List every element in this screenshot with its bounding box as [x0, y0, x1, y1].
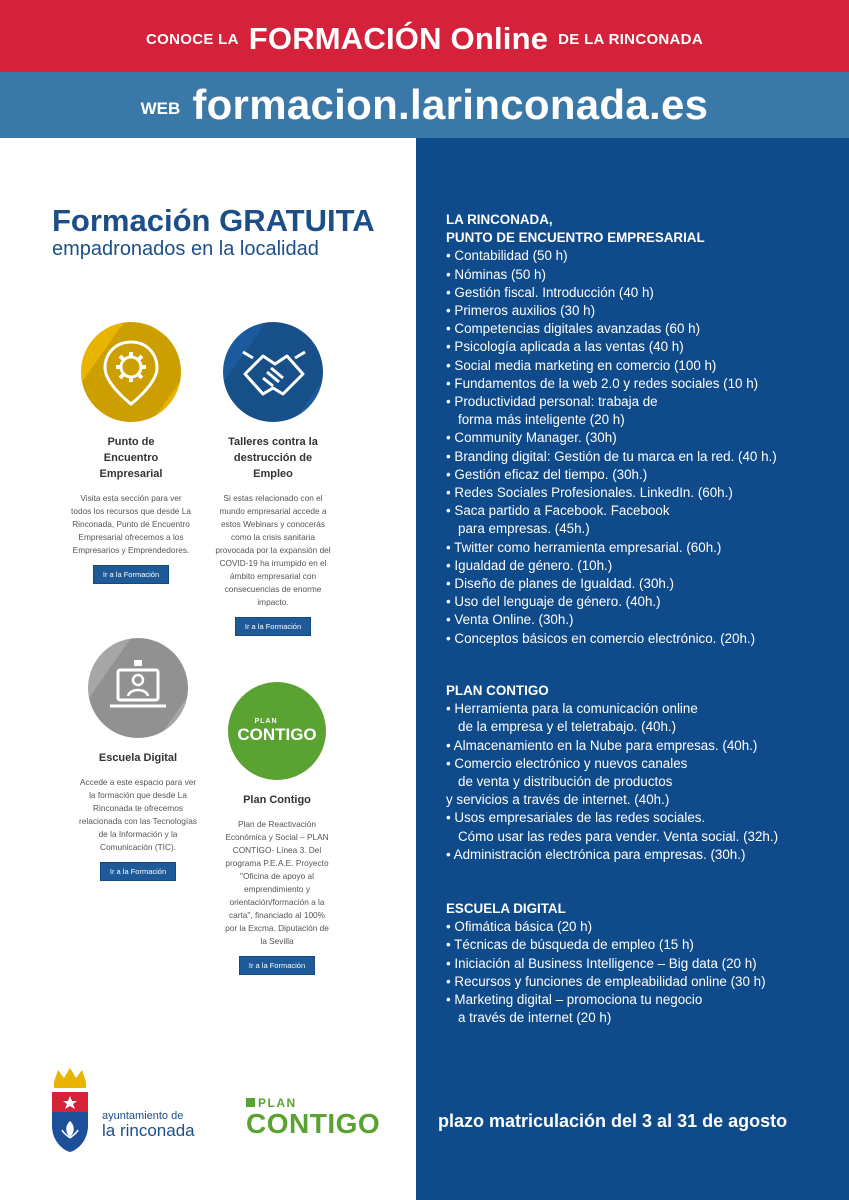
card-escuela-digital — [63, 638, 213, 881]
course-item: de la empresa y el teletrabajo. (40h.) — [458, 719, 677, 735]
course-item: • Usos empresariales de las redes sociales. — [446, 810, 706, 826]
section-plan-contigo — [446, 682, 778, 864]
course-item: • Venta Online. (30h.) — [446, 612, 574, 628]
course-item: • Uso del lenguaje de género. (40h.) — [446, 594, 661, 610]
ayto-line1: ayuntamiento de — [102, 1110, 184, 1122]
course-item: • Gestión fiscal. Introducción (40 h) — [446, 284, 654, 300]
ayto-line2: la rinconada — [102, 1121, 195, 1140]
footer-plan: PLAN — [246, 1096, 380, 1110]
section-escuela-digital — [446, 900, 766, 1027]
right-column — [416, 138, 849, 1200]
course-item: • Primeros auxilios (30 h) — [446, 303, 596, 319]
course-item: • Diseño de planes de Igualdad. (30h.) — [446, 576, 675, 592]
course-item: • Psicología aplicada a las ventas (40 h) — [446, 339, 684, 355]
banner-prefix: CONOCE LA — [146, 30, 239, 48]
section-title: LA RINCONADA, PUNTO DE ENCUENTRO EMPRESARIAL — [446, 212, 705, 246]
headline-subtitle: empadronados en la localidad — [52, 238, 319, 260]
course-item: • Competencias digitales avanzadas (60 h) — [446, 321, 701, 337]
ir-formacion-button[interactable]: Ir a la Formación — [93, 565, 169, 584]
card-title: Escuela Digital — [98, 752, 178, 764]
laptop-user-icon — [88, 638, 188, 738]
card-plan-contigo — [202, 682, 352, 975]
course-item: • Gestión eficaz del tiempo. (30h.) — [446, 466, 648, 482]
course-item: de venta y distribución de productos — [458, 774, 673, 790]
ir-formacion-button[interactable]: Ir a la Formación — [235, 617, 311, 636]
card-description: Si estas relacionado con el mundo empresarial accede a estos Webinars y conocerás como la crisis sanitaria provocada por la expansión del COVID-19 ha irrumpido en el ámbito empresarial con consecuencias de enorme impacto. — [215, 493, 331, 607]
footer-contigo: CONTIGO — [246, 1108, 381, 1139]
handshake-icon — [223, 322, 323, 422]
course-item: • Productividad personal: trabaja de — [446, 394, 658, 410]
contigo-label: CONTIGO — [237, 724, 317, 744]
course-item: para empresas. (45h.) — [458, 521, 590, 537]
course-item: • Social media marketing en comercio (100 h) — [446, 357, 717, 373]
web-url-link[interactable]: formacion.larinconada.es — [192, 81, 709, 128]
course-item: • Almacenamiento en la Nube para empresas. (40h.) — [446, 737, 758, 753]
course-item: Cómo usar las redes para vender. Venta social. (32h.) — [458, 828, 779, 844]
headline-word-1: Formación — [52, 203, 211, 238]
card-description: Plan de Reactivación Económica y Social – PLAN CONTIGO- Línea 3. Del programa P.E.A.E. Proyecto "Oficina de apoyo al emprendimiento y orientación/formación a la carta", financiado al 100% por la Excma. Diputación de la Sevilla — [225, 819, 329, 946]
course-item: • Ofimática básica (20 h) — [446, 919, 593, 935]
headline — [52, 204, 375, 260]
course-item: • Branding digital: Gestión de tu marca en la red. (40 h.) — [446, 448, 777, 464]
card-title: Plan Contigo — [243, 794, 311, 806]
plan-contigo-footer-logo — [246, 1096, 380, 1138]
section-rinconada — [446, 211, 777, 648]
section-title: ESCUELA DIGITAL — [446, 901, 566, 916]
card-title: Talleres contra la destrucción de Empleo — [228, 436, 318, 480]
course-item: • Contabilidad (50 h) — [446, 248, 568, 264]
course-item: • Recursos y funciones de empleabilidad online (30 h) — [446, 973, 766, 989]
plan-label: PLAN — [254, 717, 278, 725]
ir-formacion-button[interactable]: Ir a la Formación — [239, 956, 315, 975]
web-url-bar — [0, 72, 849, 138]
left-column — [0, 138, 416, 1200]
course-item: • Redes Sociales Profesionales. LinkedIn. (60h.) — [446, 485, 733, 501]
banner-highlight: FORMACIÓN Online — [248, 21, 549, 56]
course-item: • Igualdad de género. (10h.) — [446, 557, 613, 573]
ayuntamiento-logo — [48, 1066, 195, 1154]
banner-suffix: DE LA RINCONADA — [558, 30, 703, 48]
course-item: y servicios a través de internet. (40h.) — [446, 792, 670, 808]
course-item: • Saca partido a Facebook. Facebook — [446, 503, 670, 519]
course-item: • Iniciación al Business Intelligence – Big data (20 h) — [446, 955, 757, 971]
course-item: • Community Manager. (30h) — [446, 430, 617, 446]
plan-contigo-logo — [228, 682, 326, 780]
enrollment-deadline: plazo matriculación del 3 al 31 de agosto — [438, 1111, 788, 1131]
ir-formacion-button[interactable]: Ir a la Formación — [100, 862, 176, 881]
section-title: PLAN CONTIGO — [446, 683, 549, 698]
course-item: • Herramienta para la comunicación online — [446, 701, 698, 717]
card-description: Visita esta sección para ver todos los recursos que desde La Rinconada, Punto de Encuentro Empresarial ofrecemos a los Empresarios y Emprendedores. — [71, 493, 191, 555]
web-label: WEB — [140, 99, 181, 118]
course-item: • Técnicas de búsqueda de empleo (15 h) — [446, 937, 694, 953]
course-item: • Nóminas (50 h) — [446, 266, 546, 282]
card-title: Punto de Encuentro Empresarial — [99, 436, 163, 480]
course-item: forma más inteligente (20 h) — [458, 412, 625, 428]
course-item: • Twitter como herramienta empresarial. (60h.) — [446, 539, 722, 555]
course-item: • Fundamentos de la web 2.0 y redes sociales (10 h) — [446, 375, 759, 391]
card-description: Accede a este espacio para ver la formación que desde La Rinconada te ofrecemos relacionada con las Tecnologías de la Información y la Comunicación (TIC). — [79, 777, 197, 852]
card-talleres — [198, 322, 348, 636]
card-punto-encuentro — [56, 322, 206, 584]
course-item: • Marketing digital – promociona tu negocio — [446, 992, 703, 1008]
gear-pin-icon — [81, 322, 181, 422]
course-item: a través de internet (20 h) — [458, 1010, 612, 1026]
headline-word-2: GRATUITA — [219, 203, 375, 238]
course-item: • Administración electrónica para empresas. (30h.) — [446, 846, 746, 862]
course-item: • Comercio electrónico y nuevos canales — [446, 755, 688, 771]
headline-title — [52, 204, 375, 238]
course-item: • Conceptos básicos en comercio electrónico. (20h.) — [446, 630, 756, 646]
coat-of-arms-icon — [48, 1066, 92, 1154]
top-banner — [0, 0, 849, 72]
